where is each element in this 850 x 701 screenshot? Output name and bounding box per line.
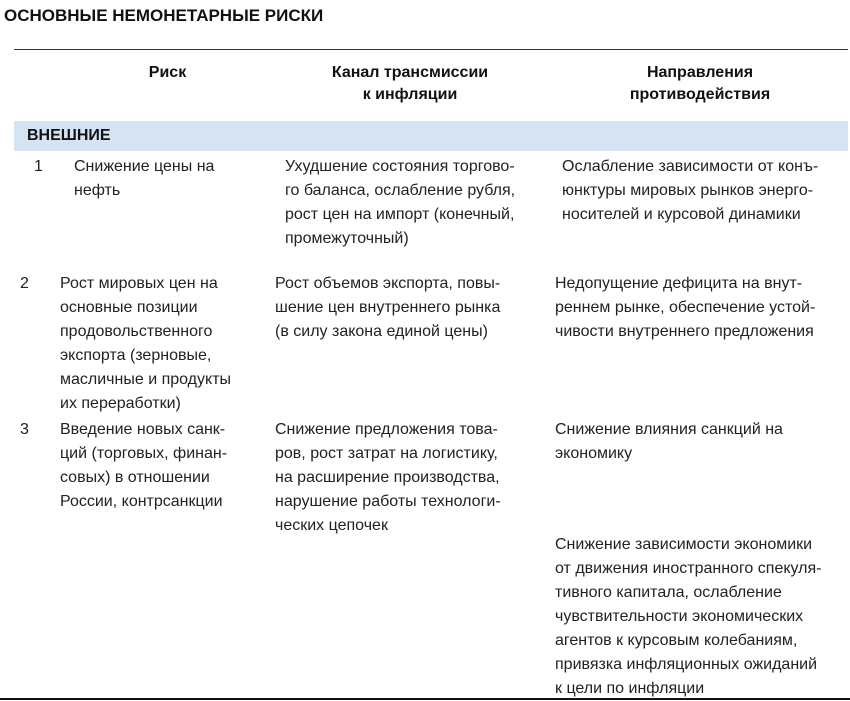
header-counter-line1: Направления [646, 64, 754, 81]
risk-cell [74, 155, 214, 203]
cell-line: тивного капитала, ослабление [555, 584, 782, 601]
cell-line: (в силу закона единой цены) [275, 323, 488, 340]
header-counter [600, 62, 800, 106]
cell-line: чивости внутреннего предложения [555, 323, 814, 340]
cell-line: от движения иностранного спекуля- [555, 560, 822, 577]
cell-line: России, контрсанкции [60, 493, 223, 510]
cell-line: Снижение предложения това- [275, 421, 498, 438]
cell-line: Введение новых санк- [60, 421, 226, 438]
cell-line: их переработки) [60, 395, 181, 412]
cell-line: ций (торговых, финан- [60, 445, 228, 462]
table-title: ОСНОВНЫЕ НЕМОНЕТАРНЫЕ РИСКИ [4, 6, 324, 25]
row-number: 1 [34, 158, 43, 175]
cell-line: промежуточный) [285, 230, 409, 247]
row-number: 3 [20, 421, 29, 438]
cell-line: рост цен на импорт (конечный, [285, 206, 515, 223]
counter-cell-secondary [555, 533, 822, 701]
header-channel [300, 62, 520, 106]
cell-line: экспорта (зерновые, [60, 347, 212, 364]
row-number: 2 [20, 275, 29, 292]
top-rule [14, 49, 848, 50]
channel-cell [275, 272, 500, 344]
cell-line: реннем рынке, обеспечение устой- [555, 299, 816, 316]
cell-line: на расширение производства, [275, 469, 500, 486]
cell-line: Рост объемов экспорта, повы- [275, 275, 501, 292]
header-risk: Риск [148, 64, 187, 81]
cell-line: чувствительности экономических [555, 608, 804, 625]
cell-line: шение цен внутреннего рынка [275, 299, 501, 316]
cell-line: нефть [74, 182, 121, 199]
cell-line: агентов к курсовым колебаниям, [555, 632, 798, 649]
cell-line: Снижение цены на [74, 158, 215, 175]
cell-line: основные позиции [60, 299, 198, 316]
cell-line: юнктуры мировых рынков энерго- [562, 182, 814, 199]
risk-cell [60, 418, 227, 514]
cell-line: к цели по инфляции [555, 680, 705, 697]
cell-line: Рост мировых цен на [60, 275, 218, 292]
section-band [14, 121, 848, 151]
channel-cell [275, 418, 501, 538]
cell-line: совых) в отношении [60, 469, 210, 486]
cell-line: Ослабление зависимости от конъ- [562, 158, 819, 175]
cell-line: нарушение работы технологи- [275, 493, 501, 510]
channel-cell [285, 155, 515, 251]
cell-line: Ухудшение состояния торгово- [285, 158, 515, 175]
counter-cell [555, 272, 815, 344]
section-label: ВНЕШНИЕ [27, 127, 111, 144]
cell-line: Недопущение дефицита на внут- [555, 275, 803, 292]
cell-line: экономику [555, 445, 633, 462]
header-channel-line1: Канал трансмиссии [331, 64, 489, 81]
cell-line: масличные и продукты [60, 371, 232, 388]
bottom-rule [0, 698, 850, 700]
cell-line: ческих цепочек [275, 517, 388, 534]
cell-line: продовольственного [60, 323, 213, 340]
header-counter-line2: противодействия [629, 86, 771, 103]
cell-line: Снижение зависимости экономики [555, 536, 813, 553]
risk-cell [60, 272, 231, 416]
counter-cell [555, 418, 783, 466]
counter-cell [562, 155, 818, 227]
cell-line: привязка инфляционных ожиданий [555, 656, 818, 673]
cell-line: го баланса, ослабление рубля, [285, 182, 516, 199]
cell-line: ров, рост затрат на логистику, [275, 445, 498, 462]
cell-line: носителей и курсовой динамики [562, 206, 801, 223]
cell-line: Снижение влияния санкций на [555, 421, 783, 438]
header-channel-line2: к инфляции [362, 86, 458, 103]
